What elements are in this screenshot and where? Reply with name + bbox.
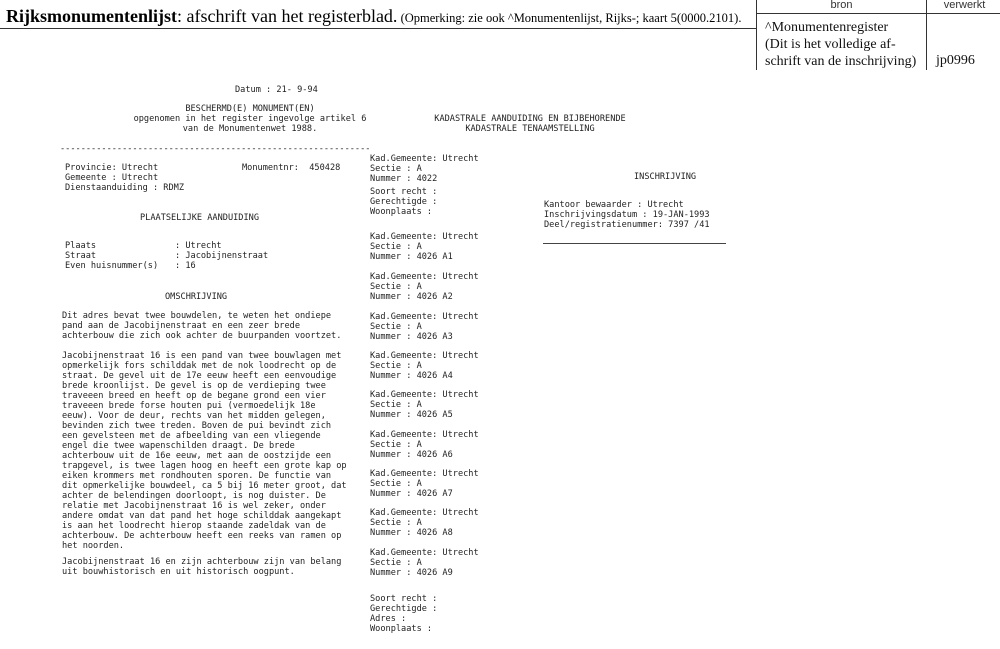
para-line: pand aan de Jacobijnenstraat en een zeer brede	[62, 321, 300, 331]
plaats-label: Even huisnummer(s)	[65, 261, 159, 271]
rights-line: Soort recht :	[370, 187, 438, 197]
parcel-a4	[370, 351, 479, 381]
parcel-line: Nummer : 4026 A1	[370, 252, 453, 262]
meta-divider	[926, 13, 927, 70]
parcel-line: Sectie : A	[370, 282, 422, 292]
parcel-line: Nummer : 4026 A6	[370, 450, 453, 460]
title-main: Rijksmonumentenlijst	[6, 6, 178, 26]
inschrijving-rule	[543, 243, 726, 244]
dash-line: ------------------------------------------------------------	[60, 144, 371, 154]
header-rule	[0, 28, 756, 29]
parcel-line: Kad.Gemeente: Utrecht	[370, 232, 479, 242]
para-line: achter de belendingen doorloopt, is nog duister. De	[62, 491, 326, 501]
rights-line: Woonplaats :	[370, 624, 433, 634]
parcel-a1	[370, 232, 479, 262]
para-line: het noorden.	[62, 541, 125, 551]
para-line: Dit adres bevat twee bouwdelen, te weten het ondiepe	[62, 311, 332, 321]
omschrijving-para-3	[62, 557, 341, 577]
parcel-line: Sectie : A	[370, 479, 422, 489]
para-line: bevinden zich twee treden. Boven de pui bevindt zich	[62, 421, 332, 431]
parcel-line: Nummer : 4026 A5	[370, 410, 453, 420]
omschrijving-para-2	[62, 351, 347, 551]
title-note: (Opmerking: zie ook ^Monumentenlijst, Rijks-; kaart 5(0000.2101).	[397, 11, 742, 25]
parcel-line: Sectie : A	[370, 518, 422, 528]
title-sub: : afschrift van het registerblad.	[177, 6, 398, 26]
para-line: trapgevel, is twee lagen hoog en heeft een grote kap op	[62, 461, 347, 471]
parcel-line: Sectie : A	[370, 164, 422, 174]
para-line: is aan het loodrecht hierop staande zadeldak van de	[62, 521, 326, 531]
monumentnr: Monumentnr: 450428	[242, 163, 341, 173]
parcel-line: Kad.Gemeente: Utrecht	[370, 154, 479, 164]
para-line: andere omdat van dat pand het hoge schilddak aangekapt	[62, 511, 342, 521]
col-verwerkt: verwerkt	[926, 0, 1000, 13]
parcel-line: Sectie : A	[370, 322, 422, 332]
plaats-label: Straat	[65, 251, 97, 261]
para-line: dit opmerkelijke bouwdeel, ca 5 bij 16 meter groot, dat	[62, 481, 347, 491]
datum: Datum : 21- 9-94	[235, 85, 318, 95]
heading-line: BESCHERMD(E) MONUMENT(EN)	[185, 104, 315, 114]
parcel-line: Nummer : 4026 A4	[370, 371, 453, 381]
para-line: engel die twee wapenschilden draagt. De brede	[62, 441, 295, 451]
para-line: Jacobijnenstraat 16 is een pand van twee bouwlagen met	[62, 351, 342, 361]
parcel-a6	[370, 430, 479, 460]
parcel-line: Nummer : 4026 A3	[370, 332, 453, 342]
para-line: straat. De gevel uit de 17e eeuw heeft een eenvoudige	[62, 371, 337, 381]
meta-box	[756, 0, 1000, 70]
heading-line: KADASTRALE TENAAMSTELLING	[465, 124, 595, 134]
omschrijving-heading: OMSCHRIJVING	[165, 292, 228, 302]
para-line: een gevelsteen met de afbeelding van een vliegende	[62, 431, 321, 441]
gemeente: Gemeente : Utrecht	[65, 173, 159, 183]
provincie: Provincie: Utrecht	[65, 163, 159, 173]
heading-line: KADASTRALE AANDUIDING EN BIJBEHORENDE	[434, 114, 626, 124]
para-line: achterbouw die zich ook achter de buurpanden voortzet.	[62, 331, 342, 341]
parcel-a9	[370, 548, 479, 578]
parcel-a5	[370, 390, 479, 420]
para-line: eeuw). Voor de deur, rechts van het midden gelegen,	[62, 411, 326, 421]
parcel-line: Nummer : 4022	[370, 174, 438, 184]
para-line: traveeen breed en heeft op de begane grond een vier	[62, 391, 326, 401]
para-line: achterbouw. De achterbouw heeft een reeks van ramen op	[62, 531, 342, 541]
parcel-line: Kad.Gemeente: Utrecht	[370, 430, 479, 440]
parcel-a3	[370, 312, 479, 342]
monument-heading	[60, 104, 440, 134]
parcel-line: Sectie : A	[370, 242, 422, 252]
plaats-value: : Utrecht	[175, 241, 222, 251]
plaats-value: : Jacobijnenstraat	[175, 251, 269, 261]
rights-line: Woonplaats :	[370, 207, 433, 217]
para-line: eiken krommers met rondhouten sporen. De functie van	[62, 471, 332, 481]
inschrijving-line: Deel/registratienummer: 7397 /41	[544, 220, 710, 230]
heading-line: van de Monumentenwet 1988.	[182, 124, 318, 134]
heading-line: opgenomen in het register ingevolge artikel 6	[133, 114, 367, 124]
bron-line: schrift van de inschrijving)	[765, 54, 917, 69]
rights-line: Adres :	[370, 614, 407, 624]
parcel-line: Kad.Gemeente: Utrecht	[370, 508, 479, 518]
parcel-line: Kad.Gemeente: Utrecht	[370, 351, 479, 361]
parcel-line: Nummer : 4026 A8	[370, 528, 453, 538]
parcel-line: Kad.Gemeente: Utrecht	[370, 548, 479, 558]
inschrijving-line: Kantoor bewaarder : Utrecht	[544, 200, 684, 210]
plaats-value: : 16	[175, 261, 196, 271]
bron-line: ^Monumentenregister	[765, 20, 889, 35]
para-line: brede kroonlijst. De gevel is op de verdieping twee	[62, 381, 326, 391]
parcel-line: Nummer : 4026 A9	[370, 568, 453, 578]
parcel-line: Sectie : A	[370, 558, 422, 568]
parcel-line: Kad.Gemeente: Utrecht	[370, 390, 479, 400]
parcel-4022-rights	[370, 187, 437, 217]
para-line: relatie met Jacobijnenstraat 16 is wel zeker, onder	[62, 501, 326, 511]
plaats-label: Plaats	[65, 241, 97, 251]
rights-line: Gerechtigde :	[370, 604, 438, 614]
rights-line: Gerechtigde :	[370, 197, 438, 207]
parcel-a7	[370, 469, 479, 499]
dienstaanduiding: Dienstaanduiding : RDMZ	[65, 183, 184, 193]
plaats-heading: PLAATSELIJKE AANDUIDING	[140, 213, 259, 223]
parcel-line: Kad.Gemeente: Utrecht	[370, 312, 479, 322]
verwerkt-code: jp0996	[936, 53, 975, 68]
parcel-4022	[370, 154, 479, 184]
plaats-values	[175, 241, 268, 271]
para-line: achterbouw uit de 16e eeuw, met aan de oostzijde een	[62, 451, 332, 461]
kadastraal-heading	[400, 114, 660, 134]
plaats-labels	[65, 241, 158, 271]
col-bron: bron	[830, 0, 853, 11]
document-title	[6, 6, 741, 27]
parcel-line: Nummer : 4026 A7	[370, 489, 453, 499]
parcel-footer	[370, 594, 437, 634]
parcel-line: Kad.Gemeente: Utrecht	[370, 272, 479, 282]
bron-line: (Dit is het volledige af-	[765, 37, 896, 52]
inschrijving-heading: INSCHRIJVING	[634, 172, 697, 182]
parcel-line: Sectie : A	[370, 400, 422, 410]
parcel-a2	[370, 272, 479, 302]
omschrijving-para-1	[62, 311, 341, 341]
inschrijving-details	[544, 200, 710, 230]
para-line: opmerkelijk fors schilddak met de nok loodrecht op de	[62, 361, 337, 371]
meta-header	[757, 0, 1000, 14]
parcel-line: Nummer : 4026 A2	[370, 292, 453, 302]
parcel-line: Kad.Gemeente: Utrecht	[370, 469, 479, 479]
para-line: uit bouwhistorisch en uit historisch oogpunt.	[62, 567, 295, 577]
bron-text	[765, 19, 916, 70]
inschrijving-line: Inschrijvingsdatum : 19-JAN-1993	[544, 210, 710, 220]
para-line: traveeen brede forse houten pui (vermoedelijk 18e	[62, 401, 316, 411]
rights-line: Soort recht :	[370, 594, 438, 604]
parcel-a8	[370, 508, 479, 538]
parcel-line: Sectie : A	[370, 361, 422, 371]
para-line: Jacobijnenstraat 16 en zijn achterbouw zijn van belang	[62, 557, 342, 567]
parcel-line: Sectie : A	[370, 440, 422, 450]
